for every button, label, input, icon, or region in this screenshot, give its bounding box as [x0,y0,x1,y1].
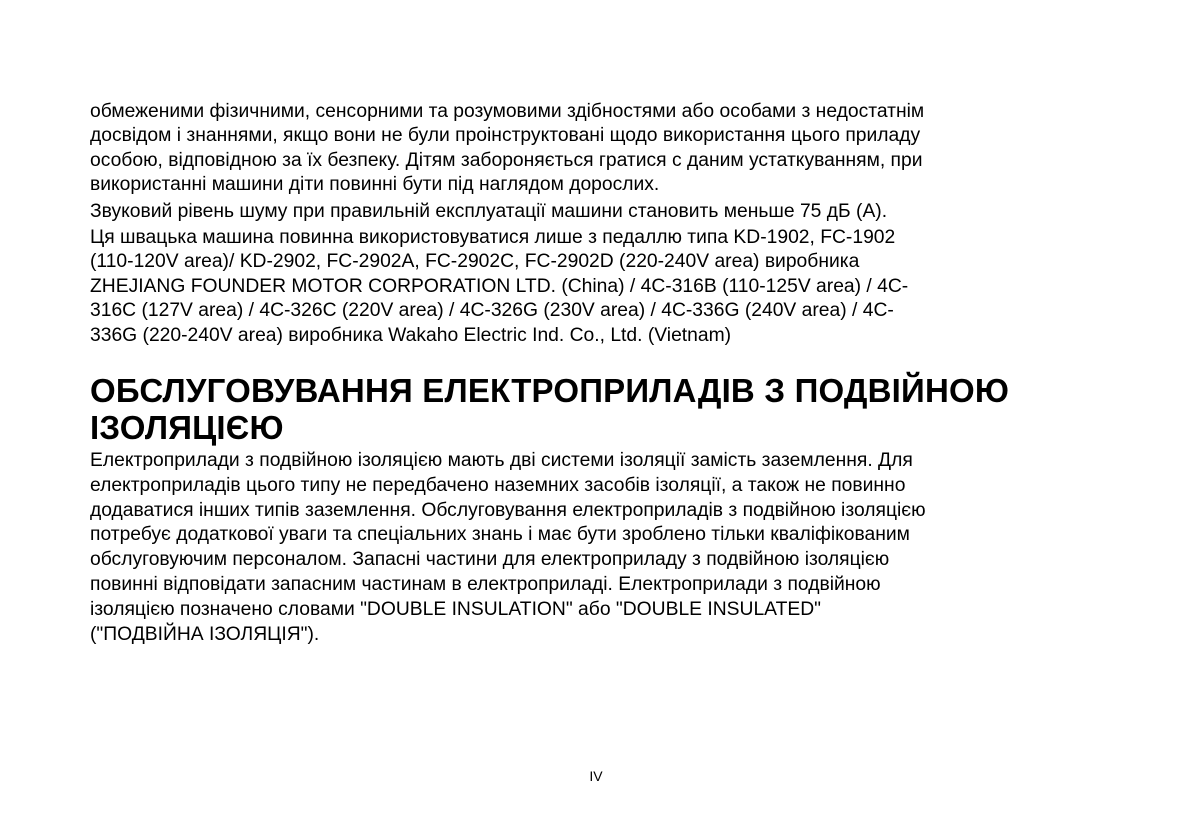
text-line: Електроприлади з подвійною ізоляцією мають дві системи ізоляції замість заземлення. Для [90,450,913,472]
pedal-compatibility-paragraph [90,226,1102,348]
text-line: Звуковий рівень шуму при правильній експлуатації машини становить меньше 75 дБ (А). [90,200,888,222]
text-line: 336G (220-240V area) виробника Wakaho Electric Ind. Co., Ltd. (Vietnam) [90,324,732,346]
text-line: особою, відповідною за їх безпеку. Дітям забороняється гратися с даним устаткуванням, при [90,149,923,171]
text-line: ("ПОДВІЙНА ІЗОЛЯЦІЯ"). [90,623,320,645]
text-line: електроприладів цього типу не передбачено наземних засобів ізоляції, а також не повинно [90,474,906,496]
page-number: IV [589,768,603,784]
text-line: ZHEJIANG FOUNDER MOTOR CORPORATION LTD. (China) / 4C-316B (110-125V area) / 4C- [90,275,909,297]
heading-line: ОБСЛУГОВУВАННЯ ЕЛЕКТРОПРИЛАДІВ З ПОДВІЙНОЮ [90,372,1010,410]
text-line: досвідом і знаннями, якщо вони не були проінструктовані щодо використання цього приладу [90,125,921,147]
text-line: додаватися інших типів заземлення. Обслуговування електроприладів з подвійною ізоляцією [90,499,926,521]
section-heading [90,372,1102,446]
text-line: використанні машини діти повинні бути під наглядом дорослих. [90,174,660,196]
text-line: Ця швацька машина повинна використовуватися лише з педаллю типа KD-1902, FC-1902 [90,227,896,249]
noise-level-paragraph [90,200,1102,224]
text-line: обмеженими фізичними, сенсорними та розумовими здібностями або особами з недостатнім [90,101,925,122]
text-line: повинні відповідати запасним частинам в електроприладі. Електроприлади з подвійною [90,574,881,596]
text-line: обслуговуючим персоналом. Запасні частини для електроприладу з подвійною ізоляцією [90,549,890,571]
text-line: ізоляцією позначено словами "DOUBLE INSULATION" або "DOUBLE INSULATED" [90,598,822,620]
text-line: потребує додаткової уваги та спеціальних знань і має бути зроблено тільки кваліфікованим [90,524,910,546]
double-insulation-paragraph [90,449,1102,647]
heading-line: ІЗОЛЯЦІЄЮ [90,409,284,447]
safety-paragraph [90,100,1102,198]
page-content [90,100,1102,647]
text-line: (110-120V area)/ KD-2902, FC-2902A, FC-2902C, FC-2902D (220-240V area) виробника [90,251,860,273]
text-line: 316C (127V area) / 4C-326C (220V area) / 4C-326G (230V area) / 4C-336G (240V area) / 4C- [90,300,894,322]
